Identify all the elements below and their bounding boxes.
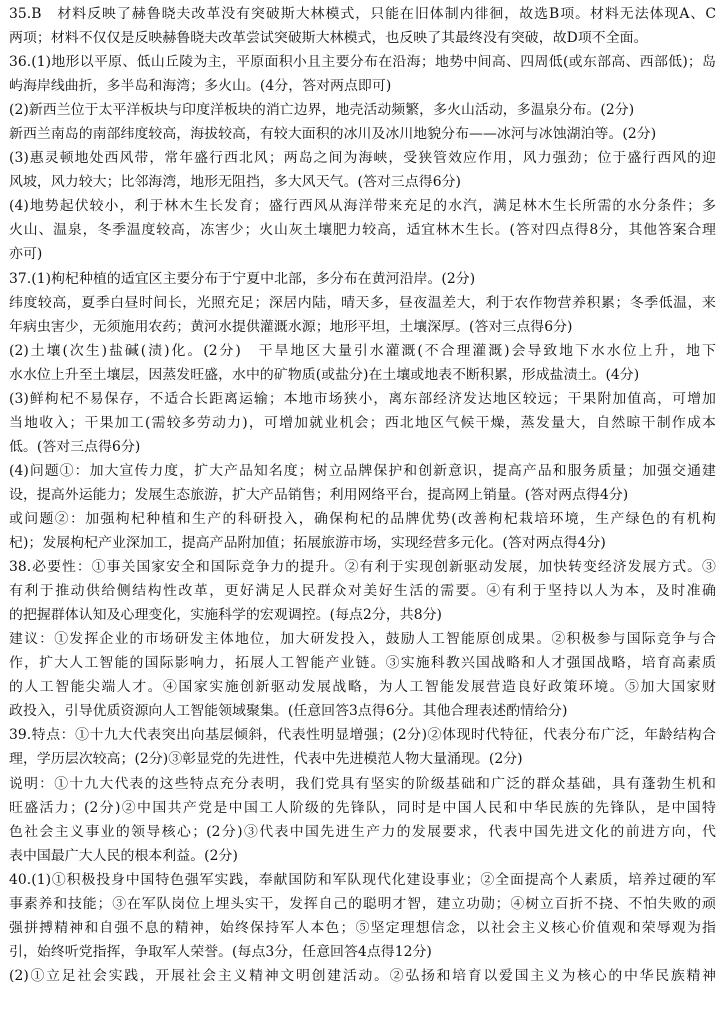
text-line: 理，学历层次较高；(2分)③彰显党的先进性，代表中先进模范人物大量涌现。(2分): [9, 751, 523, 768]
text-line: 建议：①发挥企业的市场研发主体地位，加大研发投入，鼓励人工智能原创成果。②积极参与国际竞争与合: [9, 631, 716, 648]
text-line: 设，提高外运能力；发展生态旅游，扩大产品销售；利用网络平台，提高网上销量。(答对两点得4分): [9, 486, 629, 503]
text-line: 低。(答对三点得6分): [9, 438, 141, 455]
text-line: 40.(1)①积极投身中国特色强军实践，奉献国防和军队现代化建设事业；②全面提高个人素质，培养过硬的军: [9, 871, 716, 888]
text-line: (4)问题①：加大宣传力度，扩大产品知名度；树立品牌保护和创新意识，提高产品和服务质量；加强交通建: [9, 462, 716, 479]
text-line: 的人工智能尖端人才。④国家实施创新驱动发展战略，为人工智能发展营造良好政策环境。⑤加大国家财: [9, 679, 716, 696]
text-line: 色社会主义事业的领导核心；(2分)③代表中国先进生产力的发展要求，代表中国先进文化的前进方向，代: [9, 823, 716, 840]
text-line: (3)惠灵顿地处西风带，常年盛行西北风；两岛之间为海峡，受狭管效应作用，风力强劲；位于盛行西风的迎: [9, 150, 716, 167]
text-line: (2)①立足社会实践，开展社会主义精神文明创建活动。②弘扬和培育以爱国主义为核心的中华民族精神: [9, 967, 716, 984]
text-line: 风坡，风力较大；比邻海湾，地形无阻挡，多大风天气。(答对三点得6分): [9, 174, 461, 191]
text-line: 屿海岸线曲折，多半岛和海湾；多火山。(4分，答对两点即可): [9, 78, 392, 95]
answer-page: [0, 2, 728, 1034]
text-line: 旺盛活力；(2分)②中国共产党是中国工人阶级的先锋队，同时是中国人民和中华民族的先锋队，是中国特: [9, 799, 716, 816]
text-line: 35.B 材料反映了赫鲁晓夫改革没有突破斯大林模式，只能在旧体制内徘徊，故选B项。材料无法体现A、C: [9, 6, 716, 22]
text-line: 新西兰南岛的南部纬度较高，海拔较高，有较大面积的冰川及冰川地貌分布——冰河与冰蚀湖泊等。(2分): [9, 126, 657, 143]
text-line: 有利于推动供给侧结构性改革，更好满足人民群众对美好生活的需要。④有利于坚持以人为本，及时准确: [9, 583, 716, 600]
text-line: 亦可): [9, 246, 43, 263]
text-line: 37.(1)枸杞种植的适宜区主要分布于宁夏中北部，多分布在黄河沿岸。(2分): [9, 270, 476, 287]
text-line: 纬度较高，夏季白昼时间长，光照充足；深居内陆，晴天多，昼夜温差大，利于农作物营养积累；冬季低温，来: [9, 294, 716, 311]
text-line: (2)土壤(次生)盐碱(渍)化。(2分) 干旱地区大量引水灌溉(不合理灌溉)会导致地下水水位上升，地下: [9, 342, 716, 359]
text-line: 作，扩大人工智能的国际影响力，拓展人工智能产业链。③实施科教兴国战略和人才强国战略，培育高素质: [9, 655, 716, 672]
text-line: 的把握群体认知及心理变化，实施科学的宏观调控。(每点2分，共8分): [9, 607, 442, 624]
text-line: 水水位上升至土壤层，因蒸发旺盛，水中的矿物质(或盐分)在土壤或地表不断积累，形成盐渍土。(4分): [9, 366, 640, 383]
text-line: 38.必要性：①事关国家安全和国际竞争力的提升。②有利于实现创新驱动发展，加快转变经济发展方式。③: [9, 559, 716, 576]
text-line: 两项；材料不仅仅是反映赫鲁晓夫改革尝试突破斯大林模式，也反映了其最终没有突破，故D项不全面。: [9, 30, 648, 47]
text-line: 39.特点：①十九大代表突出向基层倾斜，代表性明显增强；(2分)②体现时代特征，代表分布广泛，年龄结构合: [9, 727, 716, 744]
text-line: 引，始终听党指挥，争取军人荣誉。(每点3分，任意回答4点得12分): [9, 943, 432, 960]
text-line: 年病虫害少，无须施用农药；黄河水提供灌溉水源；地形平坦，土壤深厚。(答对三点得6分): [9, 318, 573, 335]
text-line: (4)地势起伏较小，利于林木生长发育；盛行西风从海洋带来充足的水汽，满足林木生长所需的水分条件；多: [9, 198, 716, 215]
text-line: 火山、温泉，冬季温度较高，冻害少；火山灰土壤肥力较高，适宜林木生长。(答对四点得8分，其他答案合理: [9, 222, 716, 239]
text-line: 当地收入；干果加工(需较多劳动力)，可增加就业机会；西北地区气候干燥，蒸发量大，自然晾干制作成本: [9, 414, 716, 431]
text-line: 表中国最广大人民的根本利益。(2分): [9, 847, 238, 864]
text-line: 杞)；发展枸杞产业深加工，提高产品附加值；拓展旅游市场，实现经营多元化。(答对两点得4分): [9, 535, 606, 552]
text-line: 36.(1)地形以平原、低山丘陵为主，平原面积小且主要分布在沿海；地势中间高、四周低(或东部高、西部低)；岛: [9, 54, 716, 71]
text-line: 政投入，引导优质资源向人工智能领域聚集。(任意回答3点得6分。其他合理表述酌情给分): [9, 703, 568, 720]
text-line: 说明：①十九大代表的这些特点充分表明，我们党具有坚实的阶级基础和广泛的群众基础，具有蓬勃生机和: [9, 775, 716, 792]
text-line: 强拼搏精神和自强不息的精神，始终保持军人本色；⑤坚定理想信念，以社会主义核心价值观和荣辱观为指: [9, 919, 716, 936]
text-line: 事素养和技能；③在军队岗位上埋头实干，发挥自己的聪明才智，建立功勋；④树立百折不挠、不怕失败的顽: [9, 895, 716, 912]
text-line: (3)鲜枸杞不易保存，不适合长距离运输；本地市场狭小，离东部经济发达地区较远；干果附加值高，可增加: [9, 390, 716, 407]
text-line: 或问题②：加强枸杞种植和生产的科研投入，确保枸杞的品牌优势(改善枸杞栽培环境，生产绿色的有机枸: [9, 510, 716, 527]
text-line: (2)新西兰位于太平洋板块与印度洋板块的消亡边界，地壳活动频繁，多火山活动，多温泉分布。(2分): [9, 102, 635, 119]
